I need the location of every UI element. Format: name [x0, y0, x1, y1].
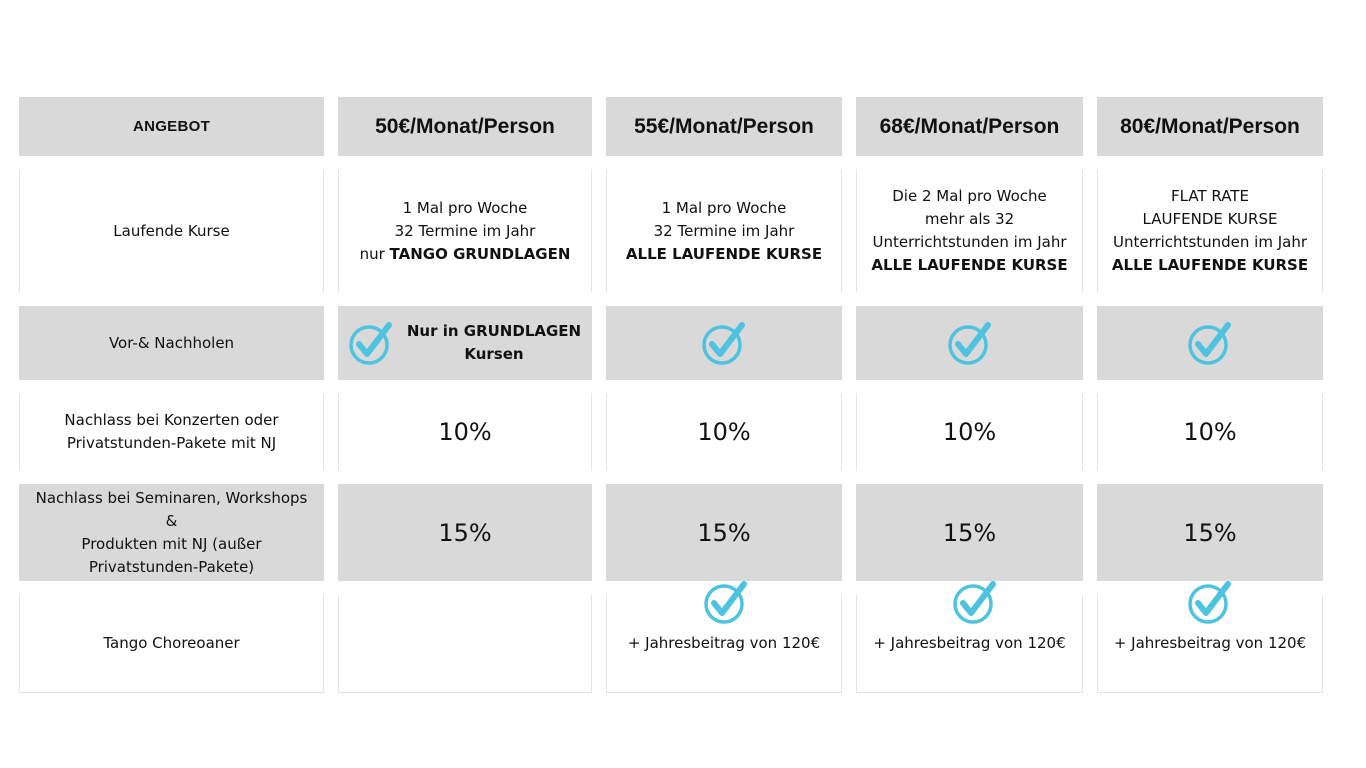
desc-line: Unterrichtstunden im Jahr: [1112, 233, 1308, 251]
desc-bold: ALLE LAUFENDE KURSE: [625, 244, 823, 263]
fee-text: + Jahresbeitrag von 120€: [1113, 633, 1307, 652]
header-price-cell-1: [338, 97, 592, 156]
desc-line: 32 Termine im Jahr: [653, 221, 795, 240]
desc-line: 1 Mal pro Woche: [661, 198, 787, 217]
percent-value: 15%: [942, 518, 997, 547]
row-label: Laufende Kurse: [113, 221, 230, 240]
desc-line: FLAT RATE: [1171, 187, 1249, 205]
fee-text: + Jahresbeitrag von 120€: [873, 633, 1066, 652]
header-price-cell-2: [606, 97, 842, 156]
price-label: 68€/Monat/Person: [879, 114, 1060, 138]
percent-value: 15%: [1183, 518, 1237, 547]
check-circle-icon: [704, 580, 748, 624]
price-label: 80€/Monat/Person: [1120, 114, 1300, 138]
desc-line: Unterrichtstunden im Jahr: [872, 233, 1067, 251]
nachlass-konzerte-plan-4: [1097, 394, 1323, 470]
price-label: 50€/Monat/Person: [375, 114, 555, 138]
check-circle-icon: [1188, 321, 1232, 365]
laufende-kurse-plan-2: [606, 170, 842, 292]
row-label: Tango Choreoaner: [103, 634, 240, 652]
label-line: Produkten mit NJ (außer: [81, 534, 262, 553]
nachlass-konzerte-plan-2: [606, 394, 842, 470]
fee-text: + Jahresbeitrag von 120€: [627, 633, 821, 652]
percent-value: 15%: [697, 518, 751, 547]
label-line: Nachlass bei Konzerten oder: [64, 411, 279, 429]
check-circle-icon: [953, 580, 997, 624]
nachlass-seminare-plan-1: [338, 484, 592, 581]
laufende-kurse-plan-4: [1097, 170, 1323, 292]
nachlass-seminare-plan-2: [606, 484, 842, 581]
header-price-cell-3: [856, 97, 1083, 156]
desc-bold: ALLE LAUFENDE KURSE: [1111, 256, 1309, 274]
label-line: Privatstunden-Pakete): [88, 557, 255, 576]
row-nachlass-konzerte-label: [19, 394, 324, 470]
nachlass-seminare-plan-3: [856, 484, 1083, 581]
laufende-kurse-plan-3: [856, 170, 1083, 292]
desc-prefix: nur: [359, 244, 390, 263]
nachlass-konzerte-plan-1: [338, 394, 592, 470]
desc-line: Die 2 Mal pro Woche: [892, 187, 1047, 205]
vor-nachholen-note: [407, 320, 581, 366]
header-offer-cell: [19, 97, 324, 156]
check-circle-icon: [349, 321, 393, 365]
vor-nachholen-plan-4: [1097, 306, 1323, 380]
check-circle-icon: [702, 321, 746, 365]
price-label: 55€/Monat/Person: [634, 114, 814, 138]
label-line: Privatstunden-Pakete mit NJ: [66, 434, 277, 452]
percent-value: 15%: [438, 518, 492, 547]
check-circle-icon: [1188, 580, 1232, 624]
desc-line: LAUFENDE KURSE: [1142, 210, 1278, 228]
header-offer-label: ANGEBOT: [132, 118, 211, 135]
row-nachlass-seminare-label: [19, 484, 324, 581]
tango-choreoaner-plan-1: [338, 595, 592, 693]
vor-nachholen-plan-3: [856, 306, 1083, 380]
desc-line: mehr als 32: [924, 210, 1015, 228]
header-price-cell-4: [1097, 97, 1323, 156]
label-line: Nachlass bei Seminaren, Workshops &: [35, 488, 308, 530]
check-circle-icon: [948, 321, 992, 365]
note-line: Nur in GRUNDLAGEN: [406, 322, 582, 340]
row-vor-nachholen-label: [19, 306, 324, 380]
row-label: Vor-& Nachholen: [108, 333, 235, 352]
desc-line: 32 Termine im Jahr: [394, 221, 536, 240]
desc-line: [360, 243, 571, 266]
vor-nachholen-plan-1: [338, 306, 592, 380]
percent-value: 10%: [438, 418, 492, 446]
vor-nachholen-plan-2: [606, 306, 842, 380]
percent-value: 10%: [1183, 418, 1237, 446]
laufende-kurse-plan-1: [338, 170, 592, 292]
nachlass-konzerte-plan-3: [856, 394, 1083, 470]
desc-bold: ALLE LAUFENDE KURSE: [871, 256, 1068, 274]
row-laufende-kurse-label: [19, 170, 324, 292]
percent-value: 10%: [697, 418, 751, 446]
percent-value: 10%: [942, 418, 997, 446]
row-tango-choreoaner-label: [19, 595, 324, 693]
desc-line: 1 Mal pro Woche: [402, 198, 528, 217]
desc-bold: TANGO GRUNDLAGEN: [389, 244, 571, 263]
note-line: Kursen: [464, 345, 524, 363]
nachlass-seminare-plan-4: [1097, 484, 1323, 581]
